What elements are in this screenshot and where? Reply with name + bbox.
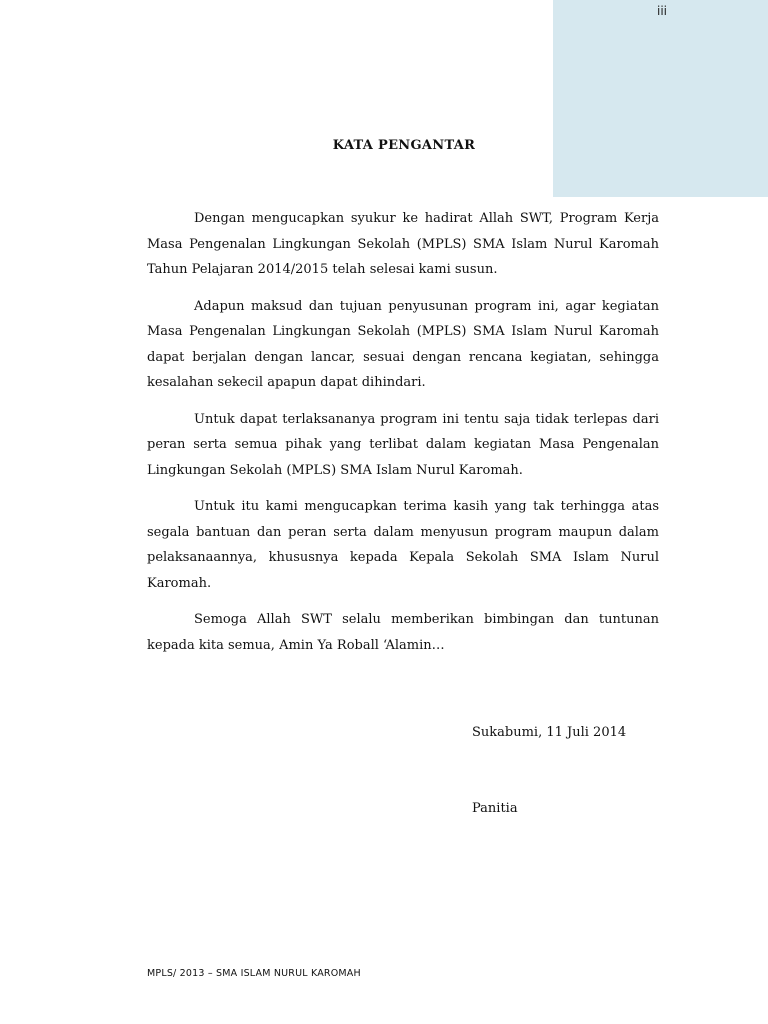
page-number: iii — [656, 4, 667, 18]
page-footer: MPLS/ 2013 – SMA ISLAM NURUL KAROMAH — [147, 968, 361, 979]
signatory: Panitia — [472, 801, 518, 816]
document-body — [147, 206, 659, 669]
paragraph-5: Semoga Allah SWT selalu memberikan bimbingan dan tuntunan kepada kita semua, Amin Ya Roball ‘Alamin… — [147, 612, 659, 653]
corner-decoration-box — [553, 0, 768, 197]
paragraph-2: Adapun maksud dan tujuan penyusunan program ini, agar kegiatan Masa Pengenalan Lingkungan Sekolah (MPLS) SMA Islam Nurul Karomah dapat berjalan dengan lancar, sesuai dengan rencana kegiatan, sehingga kesalahan sekecil apapun dapat dihindari. — [147, 298, 659, 390]
place-date: Sukabumi, 11 Juli 2014 — [472, 725, 627, 740]
paragraph-4: Untuk itu kami mengucapkan terima kasih yang tak terhingga atas segala bantuan dan peran serta dalam menyusun program maupun dalam pelaksanaannya, khususnya kepada Kepala Sekolah SMA Islam Nurul Karomah. — [147, 499, 659, 591]
document-title: KATA PENGANTAR — [332, 138, 476, 153]
paragraph-3: Untuk dapat terlaksananya program ini tentu saja tidak terlepas dari peran serta semua pihak yang terlibat dalam kegiatan Masa Pengenalan Lingkungan Sekolah (MPLS) SMA Islam Nurul Karomah. — [147, 411, 659, 478]
paragraph-1: Dengan mengucapkan syukur ke hadirat Allah SWT, Program Kerja Masa Pengenalan Lingkungan Sekolah (MPLS) SMA Islam Nurul Karomah Tahun Pelajaran 2014/2015 telah selesai kami susun. — [147, 211, 659, 277]
